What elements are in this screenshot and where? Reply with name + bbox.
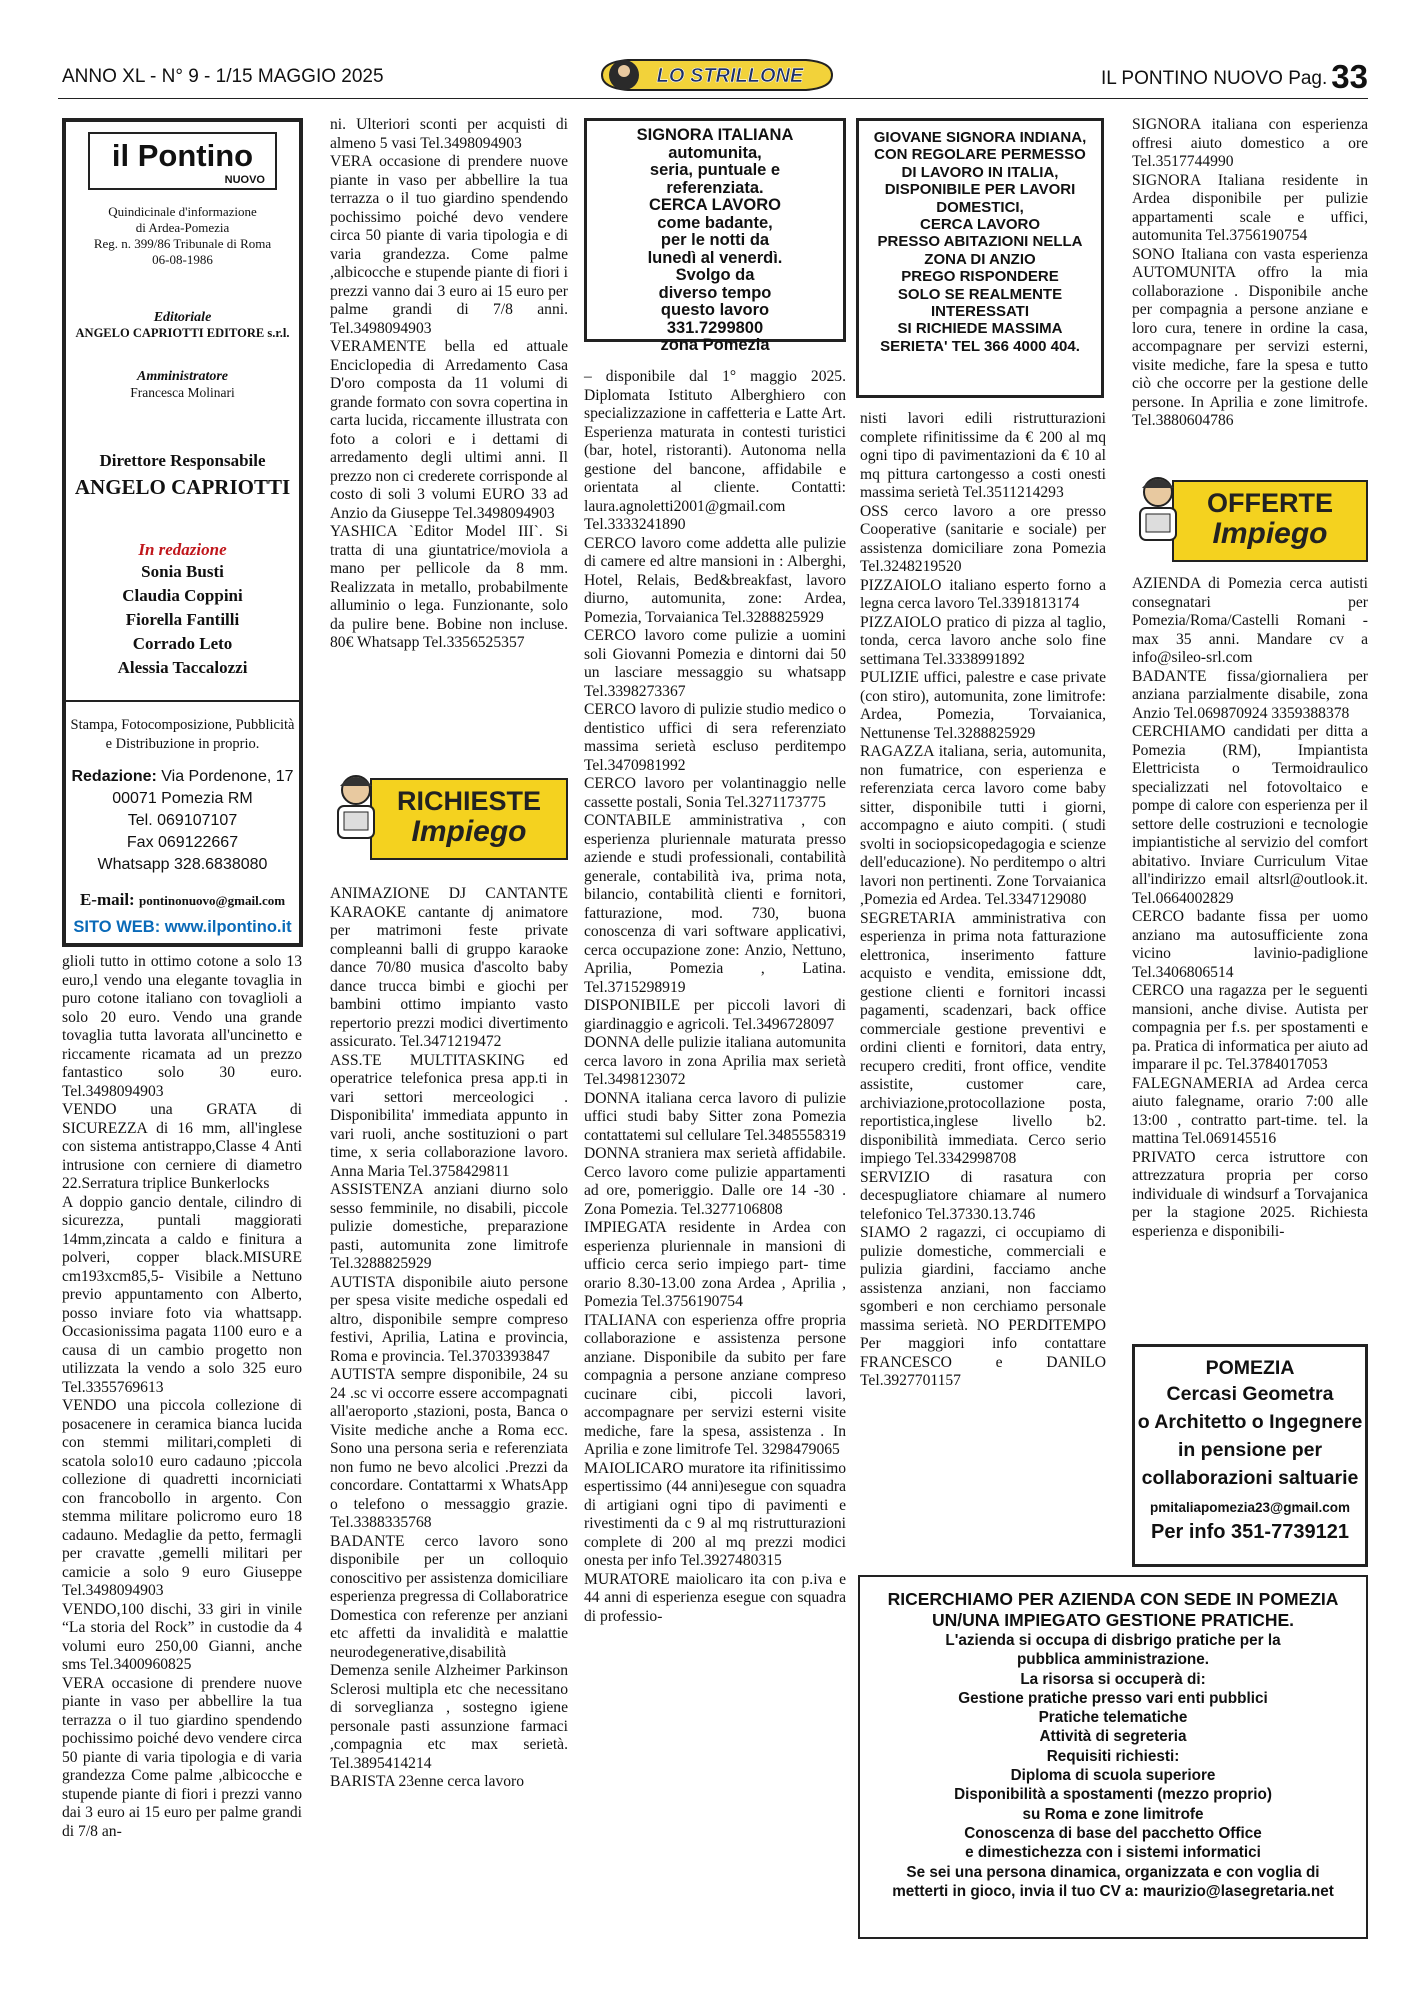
paper-title: IL PONTINO NUOVO Pag. 33 [1100, 58, 1368, 95]
classified-ad: ITALIANA con esperienza offre propria collaborazione e assistenza persone anziane. Disponibile da subito per fare compagnia a persone anziane compreso cucinare cibi, piccoli lavori, accompagnare per servizi esterni visite mediche, fare la spesa, assistenza . In Aprilia e zone limitrofe Tel. 3298479065 [584, 1311, 846, 1458]
ad-line: Disponibilità a spostamenti (mezzo proprio) [954, 1786, 1272, 1804]
ad-line: ZONA DI ANZIO [924, 250, 1036, 268]
divider [66, 700, 299, 702]
ad-line: La risorsa si occuperà di: [1020, 1670, 1206, 1688]
classified-ad: ni. Ulteriori sconti per acquisti di almeno 5 vasi Tel.3498094903 [330, 116, 568, 152]
classified-ad: CERCO una ragazza per le seguenti mansioni, anche divise. Autista per compagnia per f.s. per spostamenti e pa. Pratica di informatica per aiuto ad imparare il pc. Tel.3784017053 [1132, 982, 1368, 1073]
classified-ad: RAGAZZA italiana, seria, automunita, non fumatrice, con esperienza e referenziata cerca lavoro come baby sitter, disponibile tutti i giorni, accompagno e aiuto compiti. ( studi svolti in sociopsicopedagogia e scienze dell'educazione). No perditempo o altri lavori non pertinenti. Zone Torvaianica ,Pomezia ed Ardea. Tel.3347129080 [860, 743, 1106, 908]
ad-line: e dimestichezza con i sistemi informatici [965, 1844, 1261, 1862]
ad-line: seria, puntuale e [649, 161, 781, 179]
lo-strillone-logo [598, 54, 836, 96]
classified-ad: OSS cerco lavoro a ore presso Cooperative (sanitarie e sociale) per assistenza domiciliare zona Pomezia Tel.3248219520 [860, 502, 1106, 575]
email-link[interactable]: pontinonuovo@gmail.com [138, 893, 286, 908]
column-1 [62, 953, 302, 1841]
richieste-impiego-banner: RICHIESTE Impiego [330, 768, 568, 860]
ad-line: CERCA LAVORO [920, 216, 1040, 234]
ad-line: CERCA LAVORO [649, 196, 781, 214]
ad-line: Pratiche telematiche [1038, 1709, 1188, 1727]
ad-line: Svolgo da [675, 266, 755, 284]
classified-ad: BARISTA 23enne cerca lavoro [330, 1773, 525, 1790]
email-line: E-mail: pontinonuovo@gmail.com [79, 890, 286, 909]
pratiche-headline: RICERCHIAMO PER AZIENDA CON SEDE IN POMEZIA UN/UNA IMPIEGATO GESTIONE PRATICHE. [887, 1589, 1339, 1630]
ad-line: per le notti da [660, 231, 770, 249]
classified-ad: VENDO,100 dischi, 33 giri in vinile “La storia del Rock” in custodie da 4 volumi euro 250,00 Gianni, anche sms Tel.3400960825 [62, 1600, 302, 1673]
column-5-top [1132, 116, 1368, 431]
classified-ad: ASSISTENZA anziani diurno solo sesso femminile, no disabili, piccole pulizie domestiche, preparazione pasti, automunita zone limitrofe Tel.3288825929 [330, 1181, 568, 1272]
classified-ad: PRIVATO cerca istruttore con attrezzatura propria per corso individuale di windsurf a Torvajanica per la stagione 2025. Richiesta esperienza e disponibili- [1132, 1148, 1368, 1240]
classified-ad: glioli tutto in ottimo cotone a solo 13 euro,l vendo una elegante tovaglia in puro cotone italiano con tovaglioli a solo 20 euro. Vendo una grande tovaglia tutta lavorata all'uncinetto e riccamente ricamata ad un prezzo fantastico solo 30 euro. Tel.3498094903 [62, 953, 302, 1100]
header-rule [58, 98, 1368, 99]
classified-ad: SIAMO 2 ragazzi, ci occupiamo di pulizie domestiche, commerciali e pulizia giardini, facciamo anche assistenza anziani, non facciamo sgomberi e non cerchiamo personale massima serietà. NO PERDITEMPO Per maggiori info contattare FRANCESCO e DANILO Tel.3927701157 [860, 1224, 1106, 1389]
newsboy-icon [330, 768, 386, 846]
ad-line: automunita, [668, 143, 762, 162]
classified-ad: ASS.TE MULTITASKING ed operatrice telefonica presa app.ti in vari settori merceologici . Disponibilita' immediata appunto in vari ruoli, anche sostituzioni o part time, x seria collaborazione lavoro. Anna Maria Tel.3758429811 [330, 1051, 568, 1180]
ad-line: lunedì al venerdì. [647, 248, 783, 267]
page-number: 33 [1331, 58, 1368, 95]
classified-ad: AZIENDA di Pomezia cerca autisti consegnatari per Pomezia/Roma/Castelli Romani - max 35 anni. Mandare cv a info@sileo-srl.com [1132, 575, 1368, 666]
classified-ad: nisti lavori edili ristrutturazioni complete rifinitissime da € 200 al mq ogni tipo di pavimentazioni da € 10 al mq pittura cartongesso a costi onesti massima serietà Tel.3511214293 [860, 410, 1106, 501]
ad-line: CON REGOLARE PERMESSO [874, 146, 1086, 164]
column-4 [860, 410, 1106, 1391]
newsboy-icon [1132, 470, 1188, 548]
classified-ad: DONNA straniera max serietà affidabile. Cerco lavoro come pulizie appartamenti ad ore, pomeriggio. Dalle ore 14 -30 . Zona Pomezia. Tel.3277106808 [584, 1145, 846, 1218]
ad-line: Se sei una persona dinamica, organizzata e con voglia di [906, 1863, 1320, 1881]
ad-line: referenziata. [666, 178, 764, 197]
editors-list: Sonia Busti Claudia Coppini Fiorella Fantilli Corrado Leto Alessia Taccalozzi [117, 562, 248, 677]
ad-line: GIOVANE SIGNORA INDIANA, [873, 129, 1087, 146]
ad-line: INTERESSATI [930, 303, 1030, 321]
classified-ad: VENDO una piccola collezione di posacenere in ceramica bianca lucida con stemmi militari,completi di scatola solo10 euro cadauno ;piccola collezione di quadretti incorniciati con francobollo in argento. Con stemma militare policromo euro 18 cadauno. Medaglie da petto, fermagli per cravatte ,gemelli militari per camicie a solo 9 euro Giuseppe Tel.3498094903 [62, 1397, 302, 1599]
ad-line: Conoscenza di base del pacchetto Office [964, 1824, 1262, 1842]
classified-ad: MURATORE maiolicaro ita con p.iva e 44 anni di esperienza esegue con squadra di professio- [584, 1570, 846, 1625]
column-2-top [330, 116, 568, 653]
classified-ad: YASHICA `Editor Model III`. Si tratta di una giuntatrice/moviola a mano per pellicole da 8 mm. Realizzata in metallo, probabilmente alluminio o lega. Funzionante, solo da pulire bene. Bobine non incluse. 80€ Whatsapp Tel.3356525357 [330, 523, 568, 651]
ad-line: come badante, [657, 213, 773, 232]
geometra-phone: Per info 351-7739121 [1151, 1521, 1349, 1543]
classified-ad: CERCO lavoro come addetta alle pulizie di camere ed altre mansioni in : Alberghi, Hotel, Relais, Bed&breakfast, lavoro diurno, automunita, zone: Ardea, Pomezia, Torvaianica Tel.3288825929 [584, 534, 846, 626]
ad-line: Diploma di scuola superiore [1010, 1767, 1216, 1785]
classified-ad: SIGNORA Italiana residente in Ardea disponibile per pulizie appartamenti scale e uffici, automunita Tel.3756190754 [1132, 171, 1368, 244]
masthead-box: il Pontino NUOVO Quindicinale d'informazione di Ardea-Pomezia Reg. n. 399/86 Tribunale di Roma 06-08-1986 Editoriale ANGELO CAPRIOTTI EDITORE s.r.l. Amministratore Francesca Molinari Direttore Responsabile ANGELO CAPRIOTTI In redazione Sonia Busti Claudia Coppini Fiorella Fantilli Corrado Leto Alessia Taccalozzi Stampa, Fotocomposizione, Pubblicità e Distribuzione in proprio. Redazione: Via Pordenone, 17 00071 Pomezia RM Tel. 069107107 Fax 069122667 Whatsapp 328.6838080 E-mail: pontinonuovo@gmail.com SITO WEB: www.ilpontino.it [62, 118, 303, 947]
website-line: SITO WEB: www.ilpontino.it [73, 918, 292, 936]
contact-block: Redazione: Via Pordenone, 17 00071 Pomezia RM Tel. 069107107 Fax 069122667 Whatsapp 328.6838080 [71, 768, 294, 873]
classified-ad: PIZZAIOLO pratico di pizza al taglio, tonda, cerca lavoro anche solo fine settimana Tel.3338991892 [860, 613, 1106, 668]
classified-ad: FALEGNAMERIA ad Ardea cerca aiuto falegname, orario 7:00 alle 13:00 , contratto part-time. tel. la mattina Tel.069145516 [1132, 1074, 1368, 1147]
signora-indiana-ad [856, 118, 1104, 398]
classified-ad: VERA occasione di prendere nuove piante in vaso per abbellire la tua terrazza o il tuo giardino spendendo pochissimo poiché devo vendere circa 50 piante di varia tipologia e di varia grandezza. Come palme ,albicocche e stupende piante di fiori i prezzi vanno dai 3 euro ai 15 euro per palme grandi di 7/8 anni. Tel.3498094903 [330, 153, 568, 337]
svg-text:LO STRILLONE: LO STRILLONE [656, 65, 804, 87]
classified-ad: SEGRETARIA amministrativa con esperienza in prima nota fatturazione elettronica, inserimento fatture acquisto e vendita, emissione ddt, gestione clienti e fornitori incassi pagamenti, scadenzari, back office commerciale gestione preventivi e ordini clienti e fornitori, data entry, recupero crediti, front office, vendite assistite, customer care, archiviazione,protocollazione posta, reportistica,inglese livello b2. disponibilità immediata. Cerco serio impiego Tel.3342998708 [860, 909, 1106, 1167]
classified-ad: PULIZIE uffici, palestre e case private (con stiro), automunita, zone limitrofe: Ardea, Pomezia, Torvaianica, Nettunense Tel.3288825929 [860, 669, 1106, 742]
classified-ad: AUTISTA sempre disponibile, 24 su 24 .sc vi occorre essere accompagnati all'aeroporto ,stazioni, posta, Banca o Visite mediche anche a Roma ecc. Sono una persona seria e referenziata non fumo ne bevo alcolici .Prezzi da concordare. Contattarmi x WhatsApp o telefono o messaggio grazie. Tel.3388335768 [330, 1366, 568, 1531]
classified-ad: IMPIEGATA residente in Ardea con esperienza pluriennale in mansioni di ufficio cerca serio impiego part- time orario 8.30-13.00 zona Ardea , Aprilia , Pomezia Tel.3756190754 [584, 1219, 846, 1310]
classified-ad: CERCHIAMO candidati per ditta a Pomezia (RM), Impiantista Elettricista o Termoidraulico specializzati nel fotovoltaico e pompe di calore con esperienza per il settore delle costruzioni e tecnologie impiantistiche al servizio del comfort abitativo. Inviare Curriculum Vitae all'indirizzo email altsrl@outlook.it. Tel.0664002829 [1132, 723, 1368, 907]
ad-line: DI LAVORO IN ITALIA, [901, 163, 1059, 181]
ad-line: Attività di segreteria [1039, 1728, 1187, 1746]
ad-line: zona Pomezia [660, 336, 770, 354]
column-2-bottom [330, 885, 568, 1792]
classified-ad: DONNA italiana cerca lavoro di pulizie uffici studi baby Sitter zona Pomezia contattatemi sul cellulare Tel.3485558319 [584, 1089, 846, 1144]
classified-ad: MAIOLICARO muratore ita rifinitissimo espertissimo (44 anni)esegue con squadra di artigiani ogni tipo di pavimenti e rivestimenti da c 9 al mq ristrutturazioni complete di 200 al mq prezzi modici onesta per info Tel.3927480315 [584, 1459, 846, 1569]
classified-ad: AUTISTA disponibile aiuto persone per spesa visite mediche ospedali ed altro, disponibile sempre compreso festivi, Aprilia, Latina e provincia, Roma e provincia. Tel.3703393847 [330, 1273, 568, 1365]
issue-info: ANNO XL - N° 9 - 1/15 MAGGIO 2025 [62, 66, 384, 87]
ad-line: metterti in gioco, invia il tuo CV a: maurizio@lasegretaria.net [892, 1882, 1334, 1900]
geometra-ad-body: Cercasi Geometra o Architetto o Ingegnere in pensione per collaborazioni saltuarie [1137, 1383, 1363, 1489]
ad-line: SOLO SE REALMENTE [897, 285, 1063, 303]
classified-ad: DONNA delle pulizie italiana automunita cerca lavoro in zona Aprilia max serietà Tel.3498123072 [584, 1034, 846, 1088]
ad-line: diverso tempo [658, 283, 772, 302]
classified-ad: CERCO lavoro per volantinaggio nelle cassette postali, Sonia Tel.3271173775 [584, 775, 846, 811]
classified-ad: A doppio gancio dentale, cilindro di sicurezza, puntali maggiorati 14mm,zincata a caldo e finitura a polveri, copper black.MISURE cm193xcm85,5- Visibile a Nettuno previo appuntamento con Alberto, posso inviare foto via whattsapp. Occasionissima pagata 1100 euro e a causa di un cambio progetto non utilizzata la vendo a solo 325 euro Tel.3355769613 [62, 1193, 302, 1396]
ad-line: SIGNORA ITALIANA [636, 126, 794, 144]
classified-ad: SERVIZIO di rasatura con decespugliatore chiamare al numero telefonico Tel.37330.13.746 [860, 1168, 1106, 1223]
ad-line: DOMESTICI, [936, 198, 1024, 216]
classified-ad: BADANTE cerco lavoro sono disponibile per un colloquio conoscitivo per assistenza domiciliare esperienza pregressa di Collaboratrice Domestica con referenze per anziani etc affetti da invalidità e malattie neurodegenerative,disabilità Demenza senile Alzheimer Parkinson Sclerosi multipla etc che necessitano di sorveglianza , sostegno igiene personale pasti assunzione farmaci ,compagnia etc max serietà. Tel.3895414214 [330, 1532, 568, 1772]
masthead-registration: Quindicinale d'informazione di Ardea-Pomezia Reg. n. 399/86 Tribunale di Roma 06-08-1986 [93, 204, 272, 267]
gestione-pratiche-ad [858, 1575, 1368, 1939]
classified-ad: CONTABILE amministrativa , con esperienza pluriennale maturata presso aziende e studi professionali, contabilità generale, contabilità iva, prima nota, bilancio, contabilità clienti e fornitori, fatturazione, mod. 730, buona conoscenza di vari software applicativi, cerca occupazione zone: Anzio, Nettuno, Aprilia, Pomezia , Latina. Tel.3715298919 [584, 812, 846, 996]
ad-line: PRESSO ABITAZIONI NELLA [877, 233, 1083, 251]
geometra-email[interactable]: pmitaliapomezia23@gmail.com [1150, 1500, 1350, 1515]
ad-line: SI RICHIEDE MASSIMA [897, 320, 1063, 338]
classified-ad: DISPONIBILE per piccoli lavori di giardinaggio e agricoli. Tel.3496728097 [584, 997, 846, 1033]
website-link[interactable]: www.ilpontino.it [164, 918, 292, 936]
classified-ad: VERA occasione di prendere nuove piante in vaso per abbellire la tua terrazza o il tuo giardino spendendo pochissimo poiché devo vendere circa 50 piante di varia tipologia e di varia grandezza Come palme ,albicocche e stupende piante di fiori i prezzi vanno dai 3 euro ai 15 euro per palme grandi di 7/8 an- [62, 1674, 302, 1840]
classified-ad: SIGNORA italiana con esperienza offresi aiuto domestico a ore Tel.3517744990 [1132, 116, 1368, 170]
classified-ad: CERCO lavoro come pulizie a uomini soli Giovanni Pomezia e dintorni dai 50 un lasciare messaggio su whatsapp Tel.3398273367 [584, 627, 846, 700]
ad-line: L'azienda si occupa di disbrigo pratiche per la [945, 1632, 1281, 1649]
classified-ad: VENDO una GRATA di SICUREZZA di 16 mm, all'inglese con sistema antistrappo,Classe 4 Anti intrusione con cerniere di diametro 22.Serratura triplice Bunkerlocks [62, 1101, 302, 1192]
ad-line: PREGO RISPONDERE [901, 268, 1059, 286]
classified-ad: – disponibile dal 1° maggio 2025. Diplomata Istituto Alberghiero con specializzazione in caffetteria e Latte Art. Esperienza maturata in contesti turistici (bar, hotel, ristoranti). Autonoma nella gestione del bancone, affidabile e orientata al cliente. Contatti: laura.agnoletti2001@gmail.com Tel.3333241890 [584, 368, 846, 533]
classified-ad: CERCO lavoro di pulizie studio medico o dentistico uffici di sera referenziato massima serietà escluso perditempo Tel.3470981992 [584, 701, 846, 774]
classified-ad: BADANTE fissa/giornaliera per anziana parzialmente disabile, zona Anzio Tel.069870924 3359388378 [1132, 667, 1368, 722]
ad-line: Gestione pratiche presso vari enti pubblici [958, 1689, 1268, 1707]
geometra-ad: POMEZIA Cercasi Geometra o Architetto o Ingegnere in pensione per collaborazioni saltuarie pmitaliapomezia23@gmail.com Per info 351-7739121 [1132, 1344, 1368, 1567]
column-3 [584, 368, 846, 1626]
signora-italiana-ad [584, 118, 846, 354]
column-5-bottom [1132, 575, 1368, 1241]
classified-ad: VERAMENTE bella ed attuale Enciclopedia di Arredamento Casa D'oro composta da 11 volumi di grande formato con sovra copertina in carta lucida, riccamente illustrata con foto a colori e i dettami di arredamento degli ultimi anni. Il prezzo non ci crederete corrisponde al costo di soli 3 volumi EURO 33 ad Anzio da Giuseppe Tel.3498094903 [330, 338, 568, 522]
ad-line: 331.7299800 [666, 318, 764, 337]
classified-ad: PIZZAIOLO italiano esperto forno a legna cerca lavoro Tel.3391813174 [860, 576, 1106, 612]
ad-line: Requisiti richiesti: [1046, 1747, 1180, 1765]
ad-line: DISPONIBILE PER LAVORI [884, 181, 1076, 199]
ad-line: su Roma e zone limitrofe [1022, 1805, 1204, 1823]
ad-line: questo lavoro [660, 301, 770, 319]
offerte-impiego-banner: OFFERTE Impiego [1132, 470, 1368, 562]
classified-ad: SONO Italiana con vasta esperienza AUTOMUNITA offro la mia collaborazione . Disponibile anche per compagnia a persone anziane e loro cura, tenere in ordine la casa, accompagnare per servizi esterni, visite mediche, fare la spesa e tutto ciò che occorre per la gestione delle persone. In Aprilia e zone limitrofe. Tel.3880604786 [1132, 245, 1368, 429]
ad-line: SERIETA' TEL 366 4000 404. [880, 337, 1080, 355]
classified-ad: ANIMAZIONE DJ CANTANTE KARAOKE cantante dj animatore per matrimoni feste private compleanni balli di gruppo karaoke dance 70/80 musica d'ascolto baby dance trucca bimbi e giochi per bambini ottimo impianto vasto repertorio prezzi modici divertimento assicurato. Tel.3471219472 [330, 885, 568, 1050]
classified-ad: CERCO badante fissa per uomo anziano ma autosufficiente zona vicino lavinio-padiglione Tel.3406806514 [1132, 908, 1368, 981]
pratiche-body [860, 1631, 1366, 1901]
masthead-logo: il Pontino NUOVO [88, 132, 277, 190]
ad-line: pubblica amministrazione. [1016, 1651, 1210, 1669]
